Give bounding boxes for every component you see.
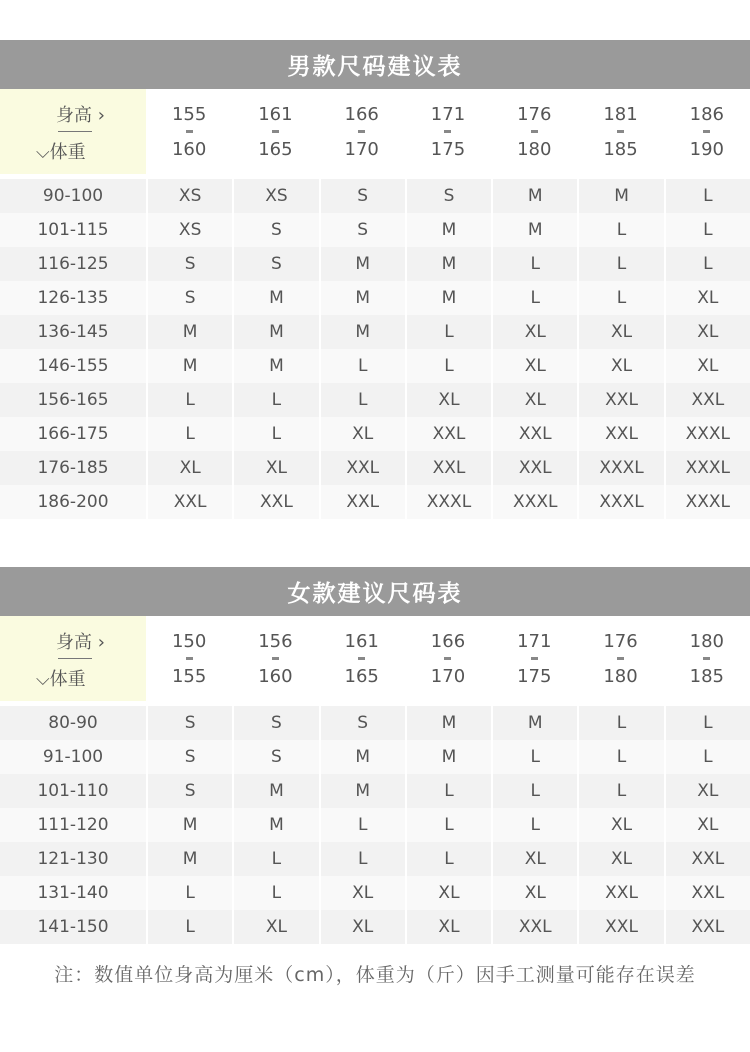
size-cell: M (405, 213, 491, 247)
size-cell: XL (405, 876, 491, 910)
size-cell: XXXL (664, 485, 750, 519)
size-cell: XL (491, 315, 577, 349)
table-row (0, 451, 750, 485)
weight-range-cell: 146-155 (0, 349, 146, 383)
weight-range-cell: 156-165 (0, 383, 146, 417)
weight-range-cell: 186-200 (0, 485, 146, 519)
height-range-header (577, 89, 663, 174)
range-dash (531, 657, 538, 660)
size-cell: L (577, 247, 663, 281)
size-cell: L (664, 740, 750, 774)
size-cell: L (146, 383, 232, 417)
size-cell: M (405, 281, 491, 315)
weight-range-cell: 141-150 (0, 910, 146, 944)
size-cell: XL (664, 774, 750, 808)
size-cell: S (232, 213, 318, 247)
size-cell: M (146, 349, 232, 383)
measurement-note: 注：数值单位身高为厘米（cm），体重为（斤）因手工测量可能存在误差 (54, 964, 696, 986)
size-cell: L (664, 179, 750, 213)
range-dash (358, 657, 365, 660)
size-cell: XL (146, 451, 232, 485)
height-range-start: 176 (517, 103, 552, 125)
size-cell: M (319, 774, 405, 808)
range-dash (703, 657, 710, 660)
size-cell: L (664, 247, 750, 281)
size-cell: S (405, 179, 491, 213)
height-range-header (405, 616, 491, 701)
height-range-end: 180 (517, 138, 552, 160)
size-cell: XS (146, 179, 232, 213)
size-cell: XS (232, 179, 318, 213)
size-cell: L (664, 213, 750, 247)
size-cell: S (319, 706, 405, 740)
size-cell: L (664, 706, 750, 740)
size-cell: S (319, 213, 405, 247)
size-cell: XL (232, 910, 318, 944)
height-range-end: 175 (430, 138, 466, 160)
height-range-start: 161 (258, 103, 293, 125)
men-table-title: 男款尺码建议表 (0, 40, 750, 89)
size-cell: M (405, 247, 491, 281)
range-dash (358, 130, 365, 133)
size-cell: XL (491, 842, 577, 876)
women-height-header (0, 616, 750, 701)
size-cell: S (146, 247, 232, 281)
height-range-end: 190 (689, 138, 724, 160)
weight-range-cell: 121-130 (0, 842, 146, 876)
size-cell: XXL (664, 842, 750, 876)
corner-divider (58, 131, 92, 132)
range-dash (617, 130, 624, 133)
size-cell: L (491, 740, 577, 774)
size-cell: XXXL (405, 485, 491, 519)
table-row (0, 247, 750, 281)
height-range-header (232, 616, 318, 701)
size-cell: L (491, 774, 577, 808)
size-cell: XXL (664, 910, 750, 944)
height-range-end: 160 (258, 665, 293, 687)
table-row (0, 179, 750, 213)
size-cell: L (146, 417, 232, 451)
height-range-start: 171 (517, 630, 552, 652)
height-range-header (664, 89, 750, 174)
size-cell: L (232, 417, 318, 451)
women-table-body (0, 706, 750, 944)
height-range-end: 175 (517, 665, 552, 687)
height-axis-label: 身高 › (56, 105, 105, 126)
weight-range-cell: 101-115 (0, 213, 146, 247)
height-range-header (491, 616, 577, 701)
table-row (0, 876, 750, 910)
size-cell: L (146, 876, 232, 910)
women-size-table (0, 567, 750, 944)
range-dash (186, 130, 193, 133)
height-range-end: 180 (603, 665, 638, 687)
height-range-end: 155 (171, 665, 207, 687)
size-cell: M (319, 281, 405, 315)
height-range-end: 165 (344, 665, 379, 687)
size-cell: S (146, 740, 232, 774)
height-range-start: 150 (171, 630, 207, 652)
size-cell: M (232, 808, 318, 842)
women-table-title: 女款建议尺码表 (0, 567, 750, 616)
table-row (0, 315, 750, 349)
weight-range-cell: 166-175 (0, 417, 146, 451)
size-cell: M (319, 740, 405, 774)
size-cell: S (146, 774, 232, 808)
size-cell: XXL (664, 383, 750, 417)
men-corner-cell (0, 89, 146, 174)
height-range-start: 176 (603, 630, 638, 652)
size-cell: M (319, 315, 405, 349)
men-height-header (0, 89, 750, 174)
size-cell: XXL (577, 876, 663, 910)
size-cell: M (491, 213, 577, 247)
size-cell: M (232, 281, 318, 315)
weight-range-cell: 91-100 (0, 740, 146, 774)
table-row (0, 910, 750, 944)
size-cell: L (319, 842, 405, 876)
size-cell: L (232, 842, 318, 876)
size-cell: S (146, 281, 232, 315)
weight-axis-label: ⌵体重 (36, 669, 86, 690)
range-dash (617, 657, 624, 660)
size-cell: XL (664, 349, 750, 383)
size-cell: XL (664, 315, 750, 349)
size-cell: L (491, 281, 577, 315)
size-cell: L (577, 774, 663, 808)
size-cell: S (319, 179, 405, 213)
range-dash (703, 130, 710, 133)
men-size-table (0, 40, 750, 519)
table-row (0, 706, 750, 740)
range-dash (531, 130, 538, 133)
size-cell: XXXL (491, 485, 577, 519)
table-row (0, 417, 750, 451)
table-row (0, 281, 750, 315)
corner-divider (58, 658, 92, 659)
table-row (0, 774, 750, 808)
height-range-header (146, 616, 232, 701)
size-cell: XXL (491, 910, 577, 944)
size-cell: M (319, 247, 405, 281)
size-cell: XL (664, 281, 750, 315)
height-range-end: 185 (689, 665, 724, 687)
height-range-header (146, 89, 232, 174)
weight-range-cell: 136-145 (0, 315, 146, 349)
size-cell: L (405, 315, 491, 349)
size-cell: S (232, 247, 318, 281)
weight-range-cell: 126-135 (0, 281, 146, 315)
size-cell: L (146, 910, 232, 944)
weight-range-cell: 90-100 (0, 179, 146, 213)
height-range-header (319, 616, 405, 701)
men-table-body (0, 179, 750, 519)
size-cell: XL (319, 417, 405, 451)
height-range-header (319, 89, 405, 174)
size-cell: L (577, 281, 663, 315)
height-range-header (577, 616, 663, 701)
weight-range-cell: 111-120 (0, 808, 146, 842)
size-cell: L (405, 349, 491, 383)
size-cell: XXL (232, 485, 318, 519)
height-range-end: 185 (603, 138, 638, 160)
size-cell: L (491, 247, 577, 281)
size-cell: L (319, 383, 405, 417)
range-dash (186, 657, 193, 660)
size-cell: XL (491, 349, 577, 383)
table-row (0, 740, 750, 774)
size-cell: M (146, 808, 232, 842)
weight-range-cell: 101-110 (0, 774, 146, 808)
weight-range-cell: 176-185 (0, 451, 146, 485)
size-cell: M (405, 706, 491, 740)
size-cell: XXL (577, 910, 663, 944)
weight-axis-label: ⌵体重 (36, 142, 86, 163)
size-cell: L (319, 808, 405, 842)
height-range-start: 166 (344, 103, 379, 125)
size-cell: XL (319, 910, 405, 944)
range-dash (272, 657, 279, 660)
size-cell: L (232, 876, 318, 910)
size-cell: XXL (664, 876, 750, 910)
size-cell: XXXL (577, 485, 663, 519)
size-cell: XL (491, 876, 577, 910)
size-cell: XXL (577, 383, 663, 417)
size-cell: L (405, 774, 491, 808)
size-cell: L (491, 808, 577, 842)
table-row (0, 383, 750, 417)
size-cell: M (491, 179, 577, 213)
size-cell: L (232, 383, 318, 417)
size-cell: M (232, 349, 318, 383)
weight-range-cell: 131-140 (0, 876, 146, 910)
size-cell: XXL (319, 451, 405, 485)
size-cell: XL (405, 910, 491, 944)
size-cell: XL (577, 315, 663, 349)
size-cell: L (577, 740, 663, 774)
height-range-start: 161 (344, 630, 379, 652)
size-cell: XS (146, 213, 232, 247)
size-cell: M (491, 706, 577, 740)
table-row (0, 485, 750, 519)
size-cell: L (319, 349, 405, 383)
size-cell: M (146, 842, 232, 876)
size-cell: XXL (319, 485, 405, 519)
size-cell: XL (319, 876, 405, 910)
size-cell: XL (577, 808, 663, 842)
size-cell: M (146, 315, 232, 349)
weight-range-cell: 116-125 (0, 247, 146, 281)
range-dash (272, 130, 279, 133)
table-row (0, 808, 750, 842)
size-cell: L (405, 808, 491, 842)
table-row (0, 349, 750, 383)
height-range-end: 170 (344, 138, 379, 160)
table-row (0, 213, 750, 247)
size-cell: XXXL (577, 451, 663, 485)
range-dash (444, 657, 451, 660)
size-cell: XXL (146, 485, 232, 519)
size-cell: M (232, 774, 318, 808)
women-corner-cell (0, 616, 146, 701)
size-cell: S (232, 740, 318, 774)
height-range-start: 181 (603, 103, 638, 125)
height-range-end: 165 (258, 138, 293, 160)
weight-range-cell: 80-90 (0, 706, 146, 740)
size-cell: M (405, 740, 491, 774)
height-range-end: 160 (171, 138, 207, 160)
size-cell: XL (232, 451, 318, 485)
size-cell: XL (491, 383, 577, 417)
height-range-header (664, 616, 750, 701)
size-cell: XXXL (664, 417, 750, 451)
height-range-start: 180 (689, 630, 724, 652)
size-cell: S (232, 706, 318, 740)
size-cell: S (146, 706, 232, 740)
height-range-end: 170 (430, 665, 466, 687)
height-range-header (491, 89, 577, 174)
height-range-header (232, 89, 318, 174)
range-dash (444, 130, 451, 133)
size-cell: XXL (405, 451, 491, 485)
size-cell: L (577, 706, 663, 740)
height-range-start: 156 (258, 630, 293, 652)
size-cell: XXL (405, 417, 491, 451)
size-cell: XXL (491, 417, 577, 451)
height-range-start: 186 (689, 103, 724, 125)
size-cell: XL (577, 349, 663, 383)
size-cell: XXL (491, 451, 577, 485)
size-cell: XXL (577, 417, 663, 451)
table-row (0, 842, 750, 876)
height-range-start: 166 (430, 630, 466, 652)
height-axis-label: 身高 › (56, 632, 105, 653)
size-cell: XL (664, 808, 750, 842)
size-cell: L (405, 842, 491, 876)
size-cell: L (577, 213, 663, 247)
size-cell: XXXL (664, 451, 750, 485)
size-cell: M (577, 179, 663, 213)
height-range-header (405, 89, 491, 174)
height-range-start: 155 (171, 103, 207, 125)
size-cell: XL (405, 383, 491, 417)
size-cell: XL (577, 842, 663, 876)
size-cell: M (232, 315, 318, 349)
height-range-start: 171 (430, 103, 466, 125)
